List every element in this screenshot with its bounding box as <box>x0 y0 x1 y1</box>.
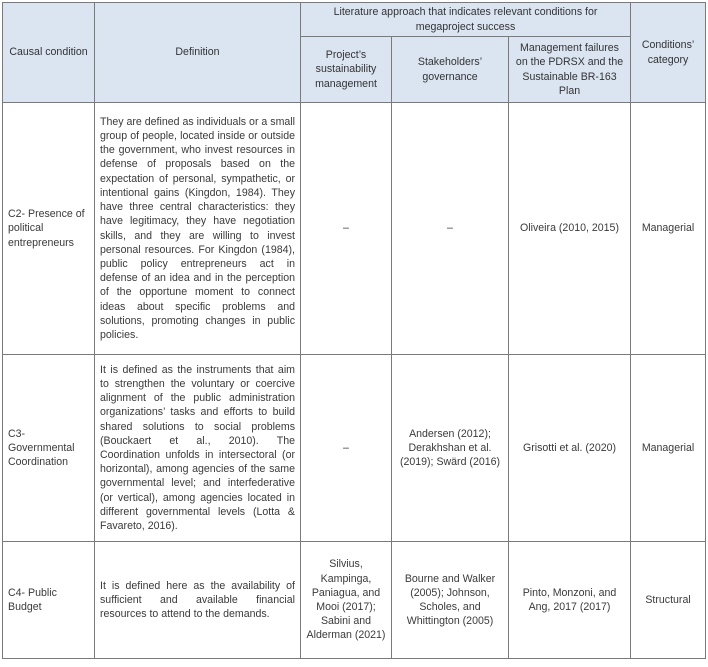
header-causal-condition: Causal condition <box>3 3 95 103</box>
header-stakeholders: Stakeholders’ governance <box>392 37 509 103</box>
table-row <box>3 355 706 542</box>
cell-category: Managerial <box>631 103 706 355</box>
header-category: Conditions’ category <box>631 3 706 103</box>
table-row <box>3 542 706 659</box>
cell-failures: Grisotti et al. (2020) <box>509 355 631 542</box>
header-sustainability: Project’s sustainability management <box>301 37 392 103</box>
cell-stakeholders: Andersen (2012); Derakhshan et al. (2019); Swärd (2016) <box>392 355 509 542</box>
cell-category: Managerial <box>631 355 706 542</box>
cell-failures: Oliveira (2010, 2015) <box>509 103 631 355</box>
header-literature-group: Literature approach that indicates relevant conditions for megaproject success <box>301 3 631 37</box>
cell-condition: C3- Governmental Coordination <box>3 355 95 542</box>
cell-definition: It is defined as the instruments that aim to strengthen the voluntary or coercive alignment of the public administration organizations’ tasks and efforts to build shared solutions to social problems (Bouckaert et al., 2010). The Coordination unfolds in intersectoral (or horizontal), among agencies of the same governmental level; and interfederative (or vertical), among agencies located in different governmental levels (Lotta & Favareto, 2016). <box>95 355 301 542</box>
cell-condition: C2- Presence of political entrepreneurs <box>3 103 95 355</box>
cell-category: Structural <box>631 542 706 659</box>
cell-sustainability: – <box>301 103 392 355</box>
cell-definition: They are defined as individuals or a small group of people, located inside or outside the government, who invest resources in defense of proposals based on the expectation of personal, sympathetic, or intentional gains (Kingdon, 1984). They have three central characteristics: they have legitimacy, they have negotiation skills, and they are willing to invest personal resources. For Kingdon (1984), public policy entrepreneurs act in defense of an idea and in the perception of the opportune moment to connect ideas about specific problems and solutions, promoting changes in public policies. <box>95 103 301 355</box>
cell-stakeholders: Bourne and Walker (2005); Johnson, Scholes, and Whittington (2005) <box>392 542 509 659</box>
header-definition: Definition <box>95 3 301 103</box>
table-row <box>3 103 706 355</box>
cell-definition: It is defined here as the availability of sufficient and available financial resources to attend to the demands. <box>95 542 301 659</box>
header-failures: Management failures on the PDRSX and the Sustainable BR-163 Plan <box>509 37 631 103</box>
literature-table <box>2 2 706 659</box>
cell-sustainability: – <box>301 355 392 542</box>
cell-condition: C4- Public Budget <box>3 542 95 659</box>
cell-sustainability: Silvius, Kampinga, Paniagua, and Mooi (2017); Sabini and Alderman (2021) <box>301 542 392 659</box>
cell-failures: Pinto, Monzoni, and Ang, 2017 (2017) <box>509 542 631 659</box>
cell-stakeholders: – <box>392 103 509 355</box>
